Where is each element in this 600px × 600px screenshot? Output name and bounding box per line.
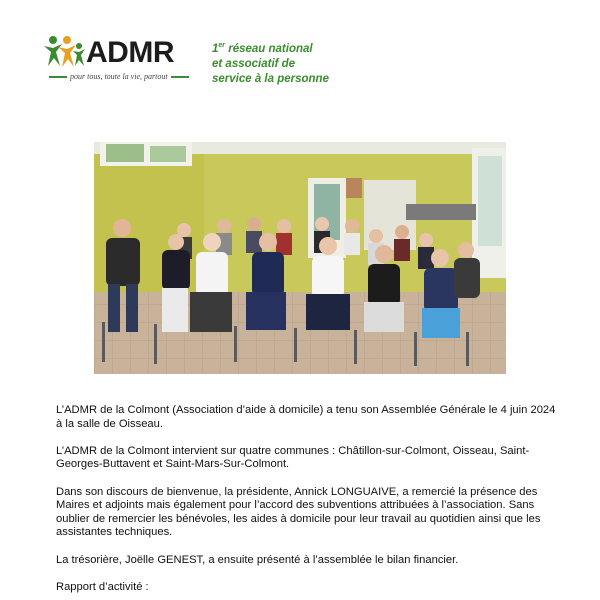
slogan-line-1: 1er réseau national <box>212 42 313 55</box>
paragraph-5: Rapport d’activité : <box>56 580 149 593</box>
document-header <box>40 34 560 94</box>
brand-tagline <box>46 72 196 81</box>
admr-people-logo-icon <box>42 34 86 70</box>
slogan-line-3: service à la personne <box>212 72 329 85</box>
article-body <box>56 404 556 600</box>
slogan-line-2: et associatif de <box>212 57 296 70</box>
paragraph-4: La trésorière, Joëlle GENEST, a ensuite présenté à l’assemblée le bilan financier. <box>56 553 459 566</box>
tagline-text: pour tous, toute la vie, partout <box>70 72 168 81</box>
group-photo <box>94 142 506 374</box>
slogan <box>212 38 329 87</box>
admr-logo <box>40 34 200 86</box>
brand-name: ADMR <box>86 36 174 69</box>
paragraph-2: L’ADMR de la Colmont intervient sur quatre communes : Châtillon-sur-Colmont, Oisseau, Saint-Georges-Buttavent et Saint-Mars-Sur-Colmont. <box>56 444 530 471</box>
paragraph-3: Dans son discours de bienvenue, la présidente, Annick LONGUAIVE, a remercié la présence des Maires et adjoints mais également pour l’accord des subventions attribuées à l’association. Sans oublier de remercier les bénévoles, les aides à domicile pour leur travail au quotidien ainsi que les assistantes techniques. <box>56 485 541 539</box>
group-photo-icon <box>94 142 506 374</box>
tagline-dash-left <box>49 76 67 78</box>
tagline-dash-right <box>171 76 189 78</box>
paragraph-1: L’ADMR de la Colmont (Association d’aide à domicile) a tenu son Assemblée Générale le 4 juin 2024 à la salle de Oisseau. <box>56 404 556 430</box>
